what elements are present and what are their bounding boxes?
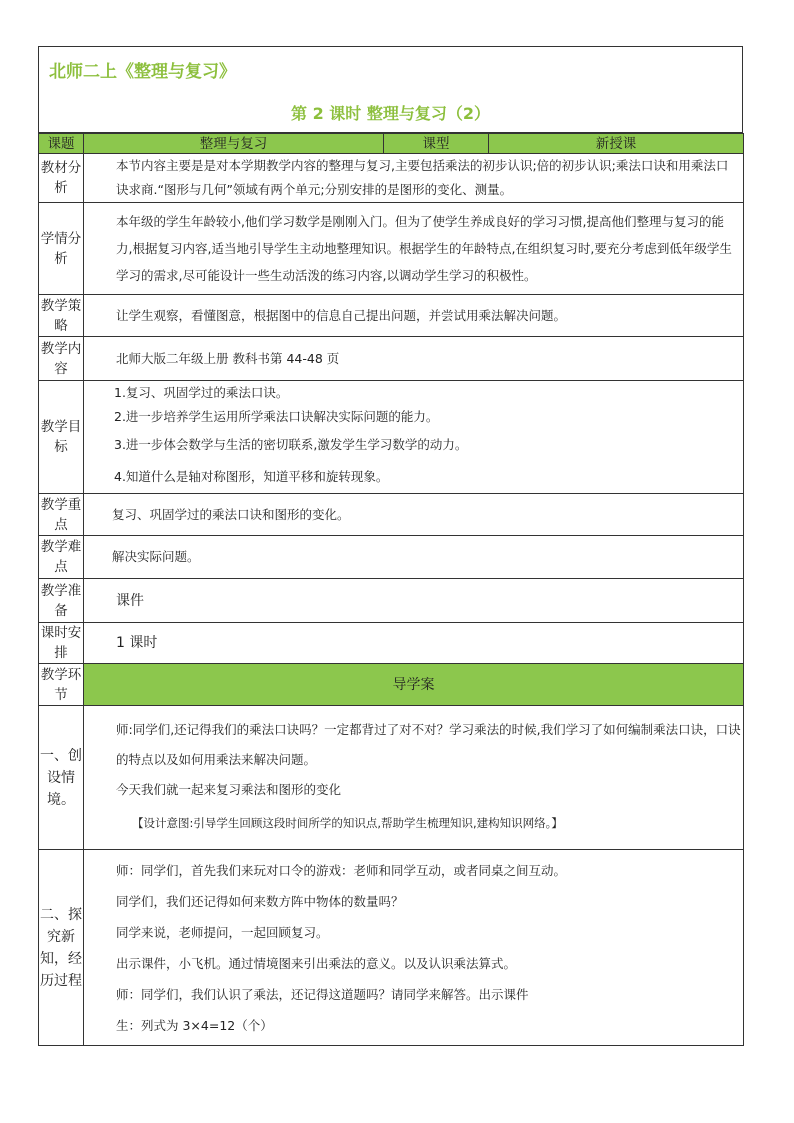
step2-line: 师：同学们，首先我们来玩对口令的游戏：老师和同学互动，或者同桌之间互动。 [116, 862, 567, 878]
step2-line: 生：列式为 3×4=12（个） [116, 1017, 273, 1033]
document-header [38, 46, 743, 133]
step1-body [84, 706, 744, 850]
prep-label: 教学准备 [39, 579, 84, 623]
topic-row [39, 134, 744, 154]
key-row [39, 494, 744, 536]
students-label: 学情分析 [39, 203, 84, 295]
goals-row [39, 381, 744, 494]
goal-item: 4.知道什么是轴对称图形，知道平移和旋转现象。 [114, 469, 389, 484]
phase-row [39, 664, 744, 706]
prep-text: 课件 [84, 579, 744, 623]
lesson-title: 第 2 课时 整理与复习（2） [291, 104, 490, 123]
difficulty-label: 教学难点 [39, 536, 84, 579]
content-text: 北师大版二年级上册 教科书第 44-48 页 [84, 337, 744, 381]
content-row [39, 337, 744, 381]
difficulty-text: 解决实际问题。 [84, 536, 744, 579]
goals-list [84, 381, 744, 494]
goals-label: 教学目标 [39, 381, 84, 494]
material-label: 教材分析 [39, 154, 84, 203]
step2-line: 师：同学们，我们认识了乘法，还记得这道题吗？请同学来解答。出示课件 [116, 986, 529, 1002]
design-intent: 【设计意图:引导学生回顾这段时间所学的知识点,帮助学生梳理知识,建构知识网络。】 [132, 815, 563, 830]
topic-label: 课题 [39, 134, 84, 154]
strategy-label: 教学策略 [39, 295, 84, 337]
step1-row [39, 706, 744, 850]
step2-label: 二、探究新知，经历过程 [39, 850, 84, 1046]
step2-row [39, 850, 744, 1046]
key-text: 复习、巩固学过的乘法口诀和图形的变化。 [84, 494, 744, 536]
phase-title: 导学案 [84, 664, 744, 706]
material-text: 本节内容主要是是对本学期教学内容的整理与复习,主要包括乘法的初步认识;倍的初步认识;乘法口诀和用乘法口诀求商.“图形与几何”领域有两个单元;分别安排的是图形的变化、测量。 [84, 154, 744, 203]
content-label: 教学内容 [39, 337, 84, 381]
topic-value: 整理与复习 [84, 134, 384, 154]
goal-item: 2.进一步培养学生运用所学乘法口诀解决实际问题的能力。 [114, 409, 439, 424]
time-text: 1 课时 [84, 623, 744, 664]
goal-item: 3.进一步体会数学与生活的密切联系,激发学生学习数学的动力。 [114, 437, 468, 452]
step1-line: 今天我们就一起来复习乘法和图形的变化 [116, 781, 342, 797]
type-value: 新授课 [489, 134, 744, 154]
strategy-row [39, 295, 744, 337]
step1-label: 一、创设情境。 [39, 706, 84, 850]
step2-line: 出示课件，小飞机。通过情境图来引出乘法的意义。以及认识乘法算式。 [116, 955, 517, 971]
goal-item: 1.复习、巩固学过的乘法口诀。 [114, 385, 289, 400]
students-row [39, 203, 744, 295]
strategy-text: 让学生观察，看懂图意，根据图中的信息自己提出问题，并尝试用乘法解决问题。 [84, 295, 744, 337]
lesson-plan-table [38, 133, 744, 1046]
key-label: 教学重点 [39, 494, 84, 536]
students-text: 本年级的学生年龄较小,他们学习数学是刚刚入门。但为了使学生养成良好的学习习惯,提高他们整理与复习的能力,根据复习内容,适当地引导学生主动地整理知识。根据学生的年龄特点,在组织复习时,要充分考虑到低年级学生学习的需求,尽可能设计一些生动活泼的练习内容,以调动学生学习的积极性。 [84, 203, 744, 295]
material-row [39, 154, 744, 203]
step2-line: 同学们，我们还记得如何来数方阵中物体的数量吗？ [116, 893, 404, 909]
step2-line: 同学来说，老师提问，一起回顾复习。 [116, 924, 329, 940]
time-row [39, 623, 744, 664]
time-label: 课时安排 [39, 623, 84, 664]
series-title: 北师二上《整理与复习》 [49, 62, 236, 82]
step1-line: 师:同学们,还记得我们的乘法口诀吗？一定都背过了对不对？学习乘法的时候,我们学习了如何编制乘法口诀，口诀的特点以及如何用乘法来解决问题。 [116, 721, 741, 767]
prep-row [39, 579, 744, 623]
difficulty-row [39, 536, 744, 579]
step2-body [84, 850, 744, 1046]
lesson-plan [38, 46, 743, 1046]
phase-label: 教学环节 [39, 664, 84, 706]
type-label: 课型 [384, 134, 489, 154]
